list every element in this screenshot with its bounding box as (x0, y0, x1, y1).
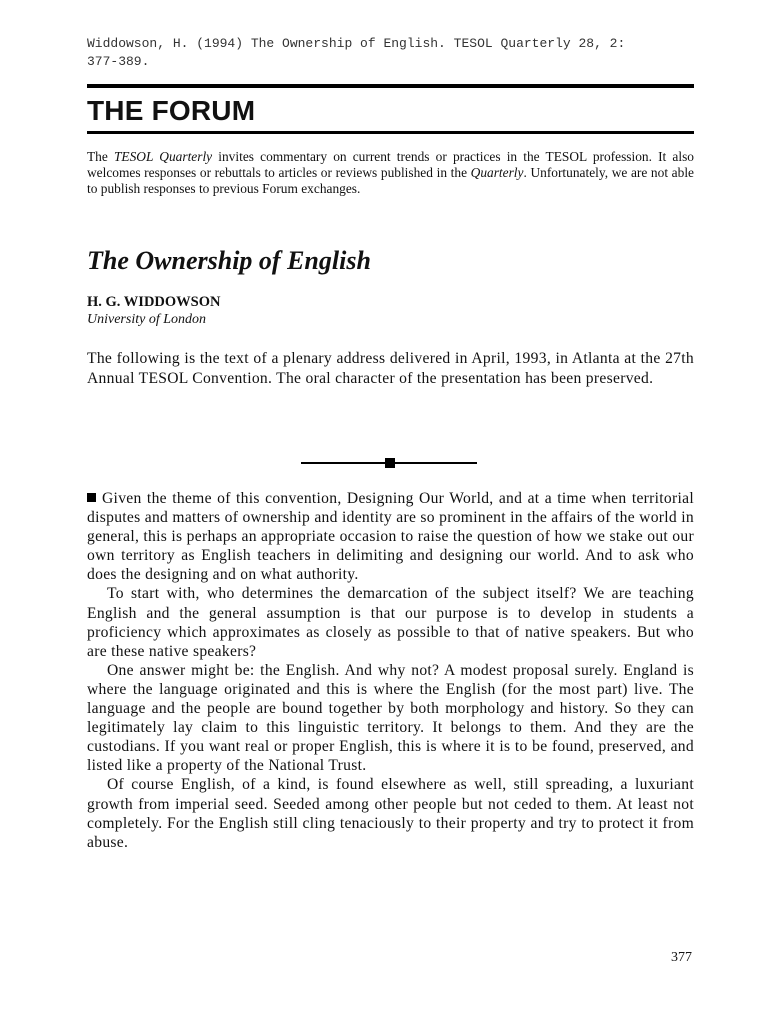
divider-square (385, 458, 395, 468)
author-name: H. G. WIDDOWSON (87, 294, 221, 310)
forum-intro-suffix: . Unfortunately, we are not able to publish responses to previous Forum exchanges. (87, 165, 694, 196)
citation-header (87, 35, 707, 71)
forum-intro-journal-short: Quarterly (470, 165, 524, 180)
body-paragraph: To start with, who determines the demarcation of the subject itself? We are teaching English and the general assumption is that our purpose is to develop in students a proficiency which approximates as closely as possible to that of native speakers. But who are these native speakers? (87, 585, 694, 660)
section-start-square-icon (87, 493, 96, 502)
citation-line-2: 377-389. (87, 54, 150, 69)
body-paragraph: One answer might be: the English. And why not? A modest proposal surely. England is where the language originated and this is where the English (for the most part) live. The language and the people are bound together by both morphology and history. So they can legitimately lay claim to this linguistic territory. It belongs to them. And they are the custodians. If you want real or proper English, this is where it is to be found, preserved, and listed like a property of the National Trust. (87, 661, 694, 775)
body-paragraph-text: Given the theme of this convention, Designing Our World, and at a time when territorial disputes and matters of ownership and identity are so prominent in the affairs of the world in general, this is perhaps an appropriate occasion to raise the question of how we stake out our own territory as English teachers in delimiting and designing our world. And to ask who does the designing and on what authority. (87, 490, 694, 584)
heading-rule (87, 131, 694, 134)
article-body (87, 489, 694, 852)
article-title: The Ownership of English (87, 246, 371, 275)
body-paragraph (87, 489, 694, 584)
section-divider (301, 458, 477, 468)
top-rule (87, 84, 694, 88)
citation-line-1: Widdowson, H. (1994) The Ownership of English. TESOL Quarterly 28, 2: (87, 36, 626, 51)
body-paragraph: Of course English, of a kind, is found elsewhere as well, still spreading, a luxuriant growth from imperial seed. Seeded among other people but not ceded to them. At least not completely. For the English still cling tenaciously to their property and try to protect it from abuse. (87, 776, 694, 851)
forum-intro-middle: invites commentary on current trends or practices in the TESOL profession. It also welcomes responses or rebuttals to articles or reviews published in the (87, 149, 694, 180)
forum-heading: THE FORUM (87, 95, 256, 126)
forum-intro-prefix: The (87, 149, 114, 164)
page-number: 377 (671, 950, 692, 965)
editor-note: The following is the text of a plenary address delivered in April, 1993, in Atlanta at the 27th Annual TESOL Convention. The oral character of the presentation has been preserved. (87, 350, 694, 387)
author-affiliation: University of London (87, 312, 206, 327)
forum-intro-journal: TESOL Quarterly (113, 149, 213, 164)
forum-intro (87, 149, 694, 197)
